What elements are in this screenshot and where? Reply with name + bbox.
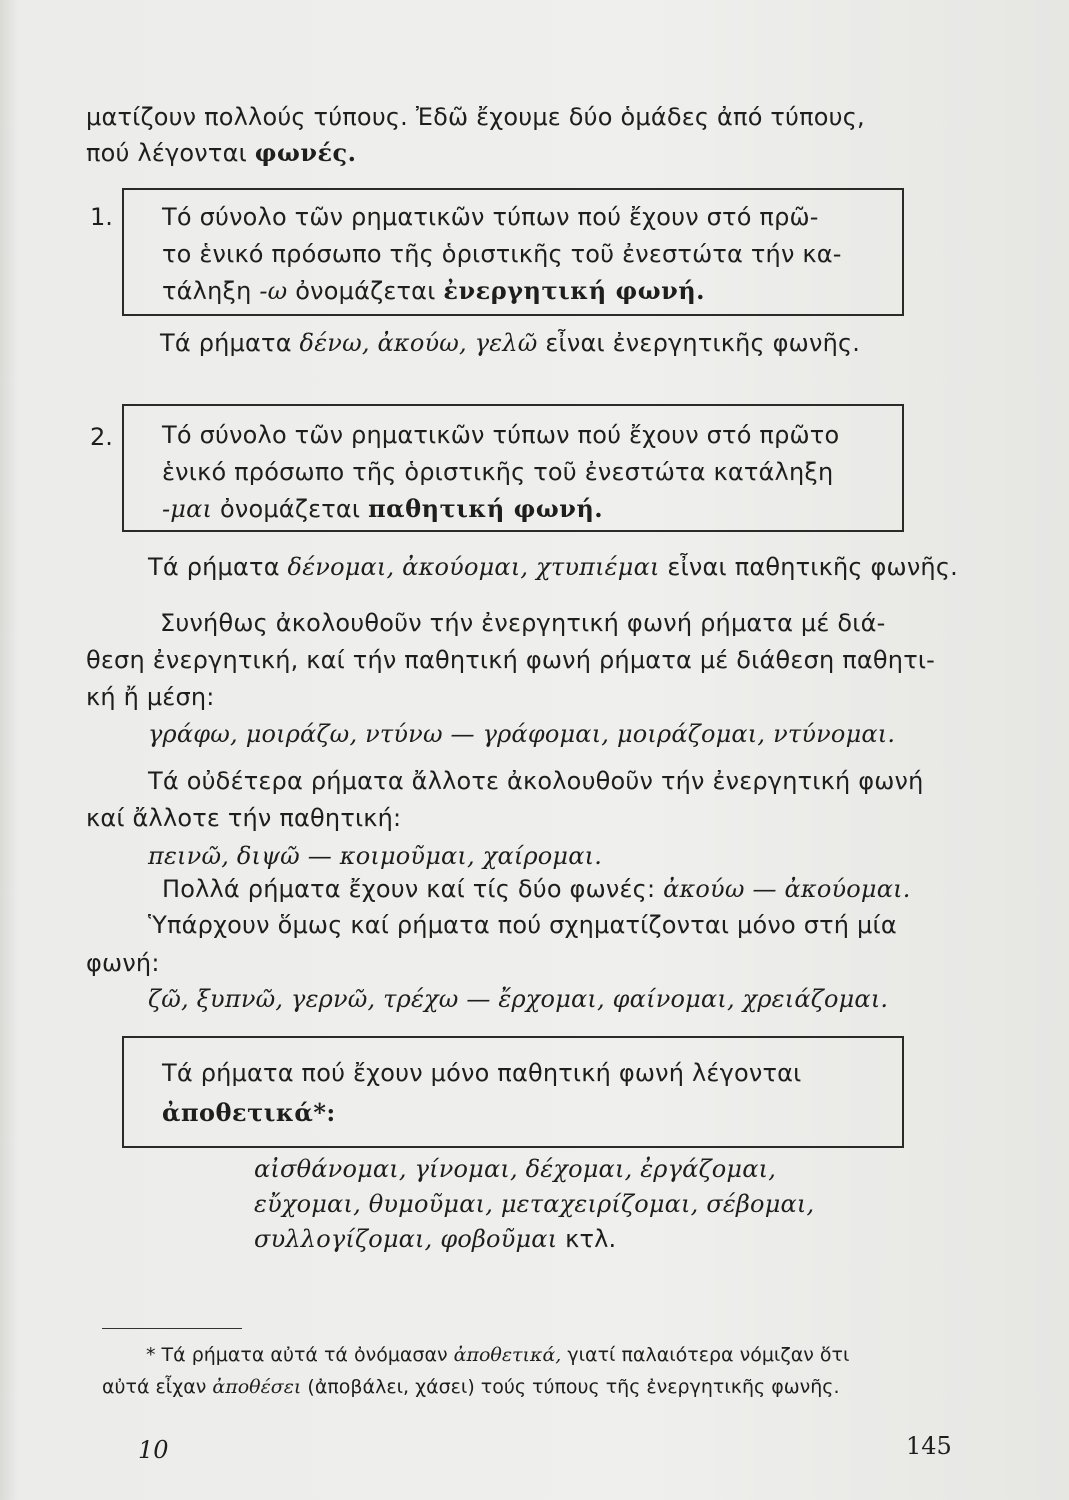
para2-line-2: καί ἄλλοτε τήν παθητική: [86, 804, 402, 832]
para1-example: γράφω, μοιράζω, ντύνω — γράφομαι, μοιράζομαι, ντύνομαι. [148, 720, 896, 748]
para2-line-1: Τά οὐδέτερα ρήματα ἄλλοτε ἀκολουθοῦν τήν ἐνεργητική φωνή [148, 767, 924, 795]
term-active-voice: ἐνεργητική φωνή. [443, 276, 706, 305]
deponents-etc: κτλ. [557, 1225, 617, 1253]
para3-text: Πολλά ρήματα ἔχουν καί τίς δύο φωνές: [162, 875, 664, 903]
term-passive-voice: παθητική φωνή. [368, 494, 604, 523]
box1-line-2: το ἑνικό πρόσωπο τῆς ὁριστικῆς τοῦ ἐνεστώτα τήν κα- [162, 240, 842, 268]
intro-line-2 [86, 136, 357, 170]
footnote-text-c: γιατί παλαιότερα νόμιζαν ὅτι [561, 1344, 850, 1366]
ex2-verbs: δένομαι, ἀκούομαι, χτυπιέμαι [287, 553, 660, 581]
footnote-line-1 [146, 1341, 849, 1369]
ex1-text-c: εἶναι ἐνεργητικῆς φωνῆς. [537, 329, 861, 357]
ex1-text-a: Τά ρήματα [160, 329, 300, 357]
definition-box-passive [122, 404, 904, 532]
para1-line-2: θεση ἐνεργητική, καί τήν παθητική φωνή ρήματα μέ διάθεση παθητι- [86, 646, 936, 674]
box1-text-c: ὀνομάζεται [287, 277, 444, 305]
ex1-verbs: δένω, ἀκούω, γελῶ [299, 329, 538, 357]
definition-box-active [122, 188, 904, 316]
box2-line-1: Τό σύνολο τῶν ρηματικῶν τύπων πού ἔχουν στό πρῶτο [162, 421, 840, 449]
example-passive [148, 550, 958, 584]
deponents-line-3 [254, 1222, 616, 1256]
footnote-text-a: * Τά ρήματα αὐτά τά ὀνόμασαν [146, 1344, 454, 1366]
box1-text-a: τάληξη [162, 277, 260, 305]
ex2-text-a: Τά ρήματα [148, 553, 288, 581]
box2-text-b: ὀνομάζεται [212, 495, 369, 523]
para4-example: ζῶ, ξυπνῶ, γερνῶ, τρέχω — ἔρχομαι, φαίνομαι, χρειάζομαι. [148, 985, 889, 1013]
ending-o: -ω [259, 277, 288, 305]
para3-example: ἀκούω — ἀκούομαι. [663, 875, 911, 903]
term-voices: φωνές. [254, 138, 357, 167]
footnote-rule [102, 1328, 242, 1329]
para1-line-1: Συνήθως ἀκολουθοῦν τήν ἐνεργητική φωνή ρήματα μέ διά- [160, 609, 886, 637]
box2-line-2: ἑνικό πρόσωπο τῆς ὁριστικῆς τοῦ ἐνεστώτα κατάληξη [162, 458, 834, 486]
deponents-verbs: συλλογίζομαι, φοβοῦμαι [254, 1225, 558, 1253]
footnote-line-2 [102, 1373, 840, 1401]
para4-line-2: φωνή: [86, 949, 160, 977]
box1-line-3 [162, 274, 705, 308]
term-deponent: ἀποθετικά*: [162, 1098, 336, 1127]
para1-line-3: κή ἤ μέση: [86, 683, 215, 711]
footnote-text-d: αὐτά εἶχαν [102, 1376, 213, 1398]
footnote-term: ἀποθετικά, [453, 1344, 562, 1366]
para3 [162, 872, 911, 906]
intro-line-1: ματίζουν πολλούς τύπους. Ἐδῶ ἔχουμε δύο ὁμάδες ἀπό τύπους, [86, 103, 865, 131]
example-active [160, 326, 860, 360]
ex2-text-c: εἶναι παθητικῆς φωνῆς. [659, 553, 958, 581]
definition-box-deponent [122, 1036, 904, 1148]
footnote-text-f: (ἀποβάλει, χάσει) τούς τύπους τῆς ἐνεργητικῆς φωνῆς. [301, 1376, 840, 1398]
signature-mark: 10 [138, 1436, 169, 1464]
box3-line-1: Τά ρήματα πού ἔχουν μόνο παθητική φωνή λέγονται [162, 1059, 802, 1087]
deponents-line-1: αἰσθάνομαι, γίνομαι, δέχομαι, ἐργάζομαι, [254, 1155, 777, 1183]
box2-number: 2. [90, 423, 113, 451]
box1-number: 1. [90, 203, 113, 231]
footnote-word: ἀποθέσει [212, 1376, 302, 1398]
page-number: 145 [906, 1432, 952, 1460]
box2-line-3 [162, 492, 603, 526]
para2-example: πεινῶ, διψῶ — κοιμοῦμαι, χαίρομαι. [148, 842, 603, 870]
deponents-line-2: εὔχομαι, θυμοῦμαι, μεταχειρίζομαι, σέβομαι, [254, 1190, 815, 1218]
para4-line-1: Ὑπάρχουν ὅμως καί ρήματα πού σχηματίζονται μόνο στή μία [148, 911, 897, 939]
ending-mai: -μαι [162, 495, 213, 523]
box1-line-1: Τό σύνολο τῶν ρηματικῶν τύπων πού ἔχουν στό πρῶ- [162, 203, 819, 231]
intro-text: πού λέγονται [86, 139, 255, 167]
